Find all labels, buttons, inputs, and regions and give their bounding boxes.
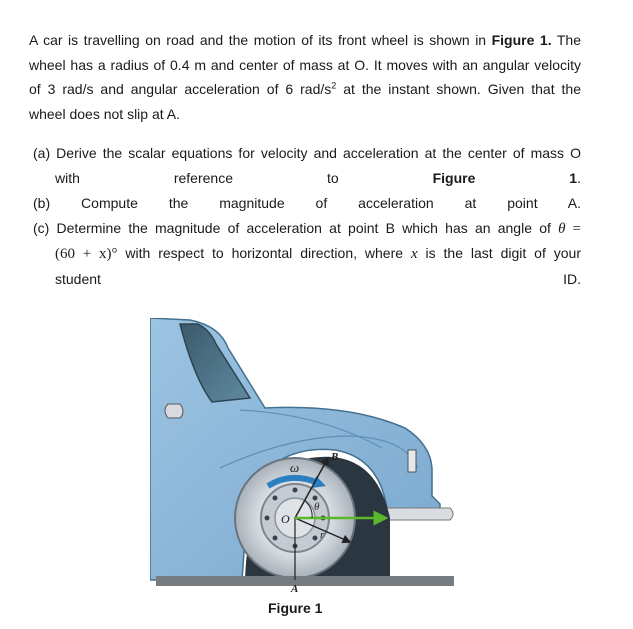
question-a: (a) Derive the scalar equations for velocity and acceleration at the center of mass O <box>33 145 581 161</box>
label-theta: θ <box>314 501 320 513</box>
bumper-bracket <box>408 450 416 472</box>
label-omega: ω <box>290 460 300 475</box>
question-b: (b) Compute the magnitude of acceleration at point A. <box>33 195 581 211</box>
label-A: A <box>291 583 299 594</box>
ground <box>156 576 454 586</box>
question-a-cont: with reference to Figure 1. <box>55 169 581 186</box>
question-c: (c) Determine the magnitude of acceleration at point B which has an angle of θ = <box>33 219 581 237</box>
statement-line-1: A car is travelling on road and the motion of its front wheel is shown in Figure 1. The <box>29 32 581 48</box>
question-c-cont: (60 + x)° with respect to horizontal direction, where x is the last digit of your <box>55 245 581 262</box>
question-list <box>33 141 581 291</box>
figure-ref-bold: Figure 1. <box>491 32 552 48</box>
label-O: O <box>281 512 290 526</box>
angle-expression: (60 + x)° <box>55 246 118 262</box>
label-B: B <box>331 451 339 463</box>
label-r: r <box>320 529 325 541</box>
problem-statement <box>29 28 581 126</box>
figure-caption: Figure 1 <box>268 600 323 616</box>
statement-line-4: wheel does not slip at A. <box>29 105 180 122</box>
question-c-end: student ID. <box>55 270 581 287</box>
statement-line-2: wheel has a radius of 0.4 m and center of mass at O. It moves with an angular velocity <box>29 56 581 73</box>
statement-line-3: of 3 rad/s and angular acceleration of 6 rad/$s^2$ at the instant shown. Given that the <box>29 80 582 97</box>
figure-car-wheel <box>150 318 460 594</box>
side-mirror <box>165 404 183 418</box>
